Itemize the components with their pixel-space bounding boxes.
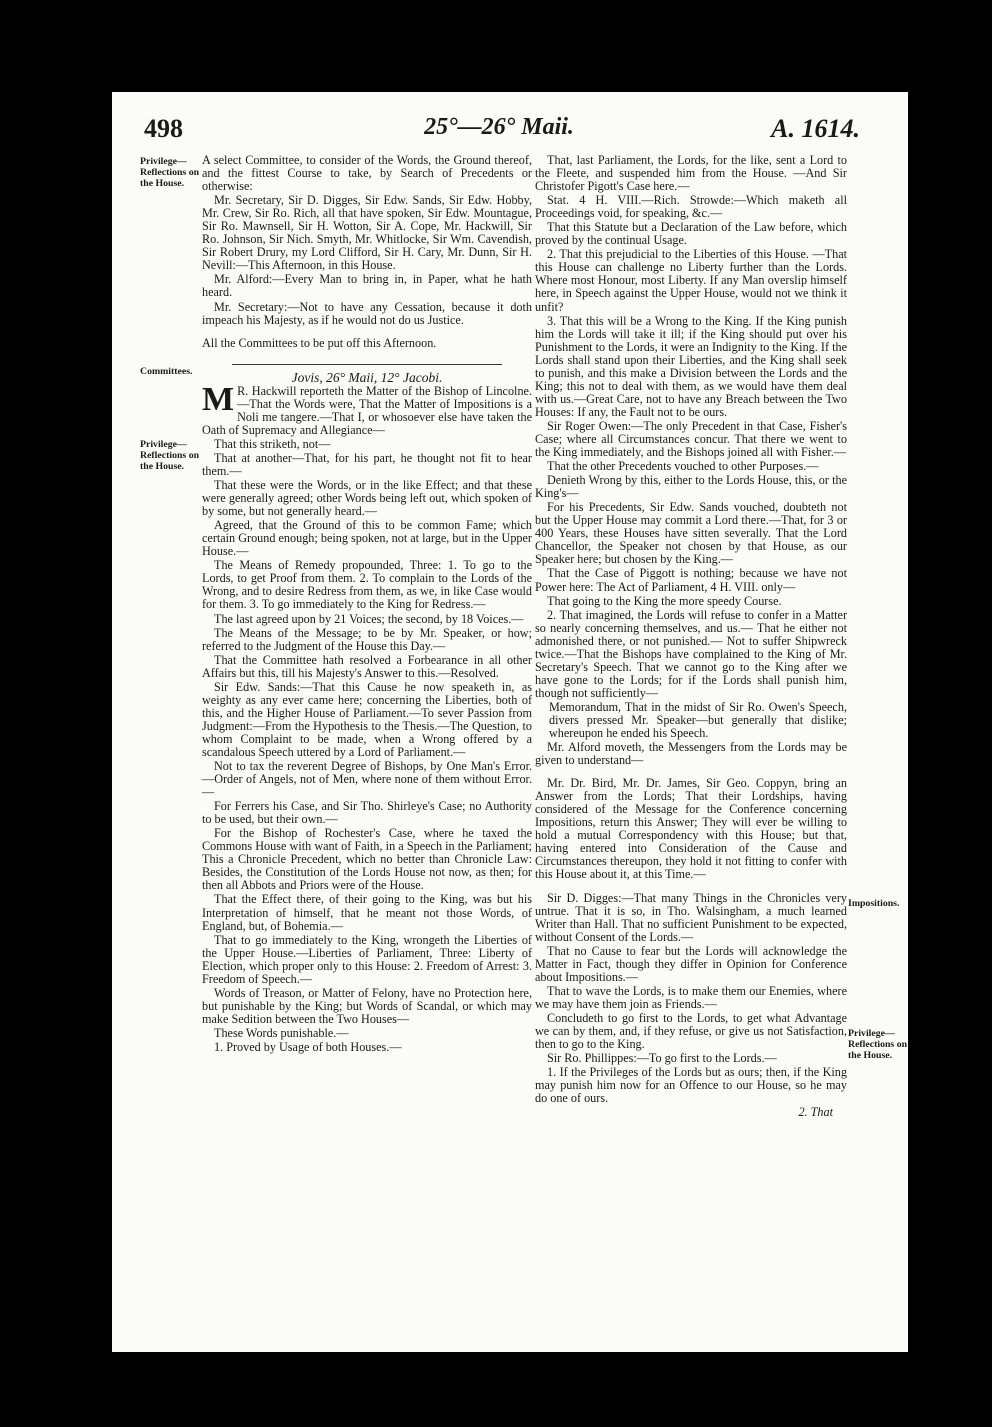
margin-note-impositions: Impositions.	[848, 898, 900, 909]
right-column	[535, 154, 847, 1120]
drop-cap: M	[202, 380, 235, 418]
paragraph: The Means of the Message; to be by Mr. Speaker, or how; referred to the Judgment of the House this Day.—	[202, 625, 532, 653]
paragraph: The last agreed upon by 21 Voices; the second, by 18 Voices.—	[214, 611, 524, 626]
document-page	[112, 92, 908, 1352]
paragraph: All the Committees to be put off this Afternoon.	[202, 335, 437, 350]
paragraph: That at another—That, for his part, he thought not fit to hear them.—	[202, 450, 532, 478]
paragraph: 1. Proved by Usage of both Houses.—	[214, 1040, 402, 1054]
paragraph: These Words punishable.—	[214, 1025, 349, 1040]
paragraph: That the Case of Piggott is nothing; because we have not Power here: The Act of Parliament, 4 H. VIII. only—	[535, 566, 847, 594]
date-heading: Jovis, 26° Maii, 12° Jacobi.	[291, 369, 443, 385]
left-column	[202, 154, 532, 1055]
paragraph: That to wave the Lords, is to make them our Enemies, where we may have them join as Friends.—	[535, 983, 847, 1011]
paragraph: Sir Roger Owen:—The only Precedent in that Case, Fisher's Case; where all Circumstances concur. That there we went to the King immediately, and the Bishops joined all with Fisher.—	[535, 418, 847, 460]
paragraph: That these were the Words, or in the like Effect; and that these were generally agreed; other Words being left out, which spoken of by some, but not generally heard.—	[202, 478, 532, 519]
margin-note-privilege-3: Privilege—Reflections on the House.	[848, 1028, 908, 1061]
paragraph: 2. That this prejudicial to the Liberties of this House. —That this House can challenge no Liberty further than the Lords. Where most Honour, most Liberty. If any Man overslip himself here, in Speech against the Upper House, would not we think it unfit?	[535, 247, 847, 314]
paragraph: Mr. Alford:—Every Man to bring in, in Paper, what he hath heard.	[202, 272, 532, 300]
margin-note-committees: Committees.	[140, 366, 193, 377]
paragraph: Not to tax the reverent Degree of Bishops, by One Man's Error.—Order of Angels, not of Men, where none of them without Error.—	[202, 759, 532, 800]
paragraph: Mr. Dr. Bird, Mr. Dr. James, Sir Geo. Coppyn, bring an Answer from the Lords; That their Lordships, having considered of the Message for the Conference concerning Impositions, return this Answer; They will ever be willing to hold a mutual Correspondency with this House; but that, having entered into Consideration of the Cause and Circumstances thereupon, they hold it not fitting to confer with this House about it, at this Time.—	[535, 776, 847, 882]
paragraph: Sir D. Digges:—That many Things in the Chronicles very untrue. That it is so, in Tho. Walsingham, a much learned Writer than Hall. That no sufficient Punishment to be expected, without Consent of the Lords.—	[535, 890, 847, 944]
paragraph: Mr. Secretary:—Not to have any Cessation, because it doth impeach his Majesty, as if he would not do us Justice.	[202, 299, 532, 327]
paragraph: That no Cause to fear but the Lords will acknowledge the Matter in Fact, though they differ in Opinion for Conference about Impositions.—	[535, 943, 847, 984]
paragraph: That, last Parliament, the Lords, for the like, sent a Lord to the Fleete, and suspended him from the House. —And Sir Christofer Pigott's Case here.—	[535, 153, 847, 194]
paragraph: Words of Treason, or Matter of Felony, have no Protection here, but punishable by the King; but Words of Scandal, or which may make Sedition between the Two Houses—	[202, 985, 532, 1026]
catchword: 2. That	[798, 1105, 833, 1120]
paragraph: 3. That this will be a Wrong to the King. If the King punish him the Lords will take it ill; if the King should put over his Punishment to the Lords, it were an Indignity to the King. If the Lords shall stand upon their Liberties, and the King shall seek to punish, and this make a Division between the Lords and the King; this not to deal with them, as we would have them deal with us.—Great Care, not to have any Breach between the Two Houses: If any, the Fault not to be ours.	[535, 313, 847, 419]
paragraph: That the Effect there, of their going to the King, was but his Interpretation of himself, that he meant not those Words, of England, but, of Bohemia.—	[202, 892, 532, 933]
paragraph: Mr. Secretary, Sir D. Digges, Sir Edw. Sands, Sir Edw. Hobby, Mr. Crew, Sir Ro. Rich, all that have spoken, Sir Edw. Mountague, Sir Ro. Mawnsell, Sir H. Wotton, Sir A. Cope, Mr. Hackwill, Sir Ro. Johnson, Sir Nich. Smyth, Mr. Whitlocke, Sir Wm. Cavendish, Sir Robert Drury, my Lord Clifford, Sir H. Cary, Mr. Dunn, Sir H. Nevill:—This Afternoon, in this House.	[202, 193, 532, 273]
paragraph: A select Committee, to consider of the Words, the Ground thereof, and the fittest Course to take, by Search of Precedents or otherwise:	[202, 153, 532, 194]
section-divider	[232, 364, 502, 365]
page-header	[138, 114, 860, 148]
margin-note-privilege: Privilege—Reflections on the House.	[140, 156, 200, 189]
memorandum: Memorandum, That in the midst of Sir Ro. Owen's Speech, divers pressed Mr. Speaker—but generally that dislike; whereupon he ended his Speech.	[549, 699, 847, 741]
paragraph: M R. Hackwill reporteth the Matter of the Bishop of Lincolne.—That the Words were, That the Matter of Impositions is a Noli me tangere.—That I, or whosoever else have taken the Oath of Supremacy and Allegiance—	[202, 380, 532, 437]
paragraph: Agreed, that the Ground of this to be common Fame; which certain Ground enough; being spoken, not at large, but in the Upper House.—	[202, 518, 532, 559]
paragraph: Stat. 4 H. VIII.—Rich. Strowde:—Which maketh all Proceedings void, for speaking, &c.—	[535, 193, 847, 221]
paragraph: For his Precedents, Sir Edw. Sands vouched, doubteth not but the Upper House may commit a Lord there.—That, for 3 or 400 Years, these Houses have sitten severally. That the Lord Chancellor, the Speaker not chosen by that House, as our Speaker here; but chosen by the King.—	[535, 500, 847, 567]
paragraph: Mr. Alford moveth, the Messengers from the Lords may be given to understand—	[535, 740, 847, 768]
running-year: A. 1614.	[771, 114, 860, 143]
paragraph: Sir Ro. Phillippes:—To go first to the Lords.—	[547, 1051, 777, 1066]
paragraph: For Ferrers his Case, and Sir Tho. Shirleye's Case; no Authority to be used, but their own.—	[202, 799, 532, 827]
paragraph: That the Committee hath resolved a Forbearance in all other Affairs but this, till his Majesty's Answer to this.—Resolved.	[202, 652, 532, 680]
paragraph: Sir Edw. Sands:—That this Cause he now speaketh in, as weighty as any ever came here; concerning the Liberties, both of this, and the Higher House of Parliament.—To sever Passion from Judgment:—From the Hypothesis to the Thesis.—The Question, to whom Complaint to be made, when a Wrong offered by a scandalous Speech uttered by a Lord of Parliament.—	[202, 679, 532, 759]
paragraph: Denieth Wrong by this, either to the Lords House, this, or the King's—	[535, 473, 847, 501]
paragraph: 1. If the Privileges of the Lords but as ours; then, if the King may punish him now for an Offence to our House, so he may do one of ours.	[535, 1065, 847, 1106]
paragraph: That this striketh, not—	[214, 436, 331, 451]
paragraph: For the Bishop of Rochester's Case, where he taxed the Commons House with want of Faith, in a Speech in the Parliament; This a Chronicle Precedent, which no better than Chronicle Law: Besides, the Constitution of the Lords House not now, as then; for then all Abbots and Priors were of the House.	[202, 826, 532, 893]
margin-note-privilege-2: Privilege—Reflections on the House.	[140, 439, 200, 472]
paragraph: 2. That imagined, the Lords will refuse to confer in a Matter so nearly concerning themselves, and us.— That he either not admonished there, or not punished.— Not to suffer Shipwreck twice.—That the Bishops have complained to the King of Mr. Secretary's Speech. That we cannot go to the King after we have gone to the Lords; for if the Lords shall punish him, though not sufficiently—	[535, 607, 847, 700]
paragraph: That going to the King the more speedy Course.	[547, 593, 782, 608]
paragraph: The Means of Remedy propounded, Three: 1. To go to the Lords, to get Proof from them. 2. To complain to the Lords of the Wrong, and to desire Redress from them, as we, in like Case would for them. 3. To go immediately to the King for Redress.—	[202, 558, 532, 612]
paragraph: That the other Precedents vouched to other Purposes.—	[547, 459, 819, 474]
paragraph: That to go immediately to the King, wrongeth the Liberties of the Upper House.—Liberties of Parliament, Three: Liberty of Election, which proper only to this House: 2. Freedom of Arrest: 3. Freedom of Speech.—	[202, 932, 532, 986]
page-number: 498	[144, 114, 183, 143]
paragraph: That this Statute but a Declaration of the Law before, which proved by the continual Usage.	[535, 220, 847, 248]
paragraph: Concludeth to go first to the Lords, to get what Advantage we can by them, and, if they refuse, or give us not Satisfaction, then to go to the King.	[535, 1010, 847, 1052]
running-dates: 25°—26° Maii.	[424, 114, 574, 140]
